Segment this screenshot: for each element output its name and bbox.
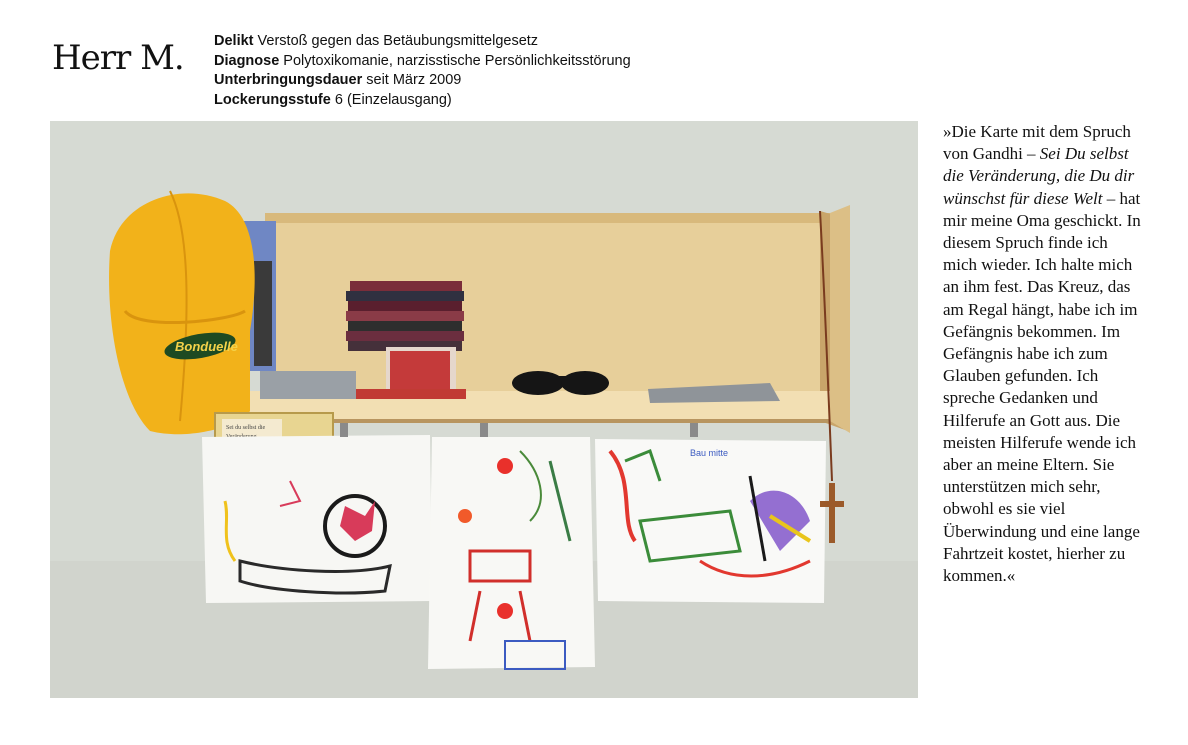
fact-row-delikt (214, 32, 631, 52)
cap-logo-text: Bonduelle (175, 339, 238, 354)
quote-gandhi-italic: Sei Du selbst die Veränderung, die Du dir wünschst für diese Welt (943, 144, 1135, 208)
quote-paragraph (943, 121, 1143, 587)
child-drawing-3 (595, 439, 826, 603)
fact-label: Diagnose (214, 52, 280, 69)
fact-label: Delikt (214, 33, 254, 49)
fact-row-diagnose (214, 52, 631, 72)
quote-part-1: »Die Karte mit dem Spruch von Gandhi – (943, 122, 1131, 164)
fact-value: 6 (Einzelausgang) (334, 91, 452, 108)
fact-row-lockerungsstufe (214, 91, 631, 111)
fact-value: Verstoß gegen das Betäubungsmittelgesetz (257, 33, 539, 49)
article-title: Herr M. (52, 38, 184, 78)
fact-box (214, 32, 631, 110)
drawing-caption: Bau mitte (690, 448, 729, 458)
shelf-illustration (50, 121, 918, 698)
fact-label: Lockerungsstufe (214, 91, 331, 108)
child-drawing-1 (202, 435, 432, 603)
fact-label: Unterbringungsdauer (214, 72, 363, 88)
fact-value: seit März 2009 (366, 72, 462, 88)
interview-quote (943, 121, 1143, 587)
fact-value: Polytoxikomanie, narzisstische Persönlichkeitsstörung (283, 52, 631, 69)
child-drawing-2 (428, 437, 595, 669)
shelf-photo (50, 121, 918, 698)
card-line: Sei du selbst die (226, 425, 266, 431)
yellow-cap (109, 191, 255, 434)
quote-part-2: – hat mir meine Oma geschickt. In diesem Spruch finde ich mich wieder. Ich halte mich an ihm fest. Das Kreuz, das am Regal hängt, habe ich im Gefängnis bekommen. Im Gefängnis habe ich zum Glauben gefunden. Ich spreche Gedanken und Hilferufe an Gott aus. Die meisten Hilferufe wende ich aber an meine Eltern. Sie unterstützen mich sehr, obwohl es sie viel Überwindung und eine lange Fahrtzeit kostet, hierher zu kommen.« (943, 188, 1141, 586)
fact-row-unterbringungsdauer (214, 71, 631, 91)
cd-cases (260, 371, 356, 399)
